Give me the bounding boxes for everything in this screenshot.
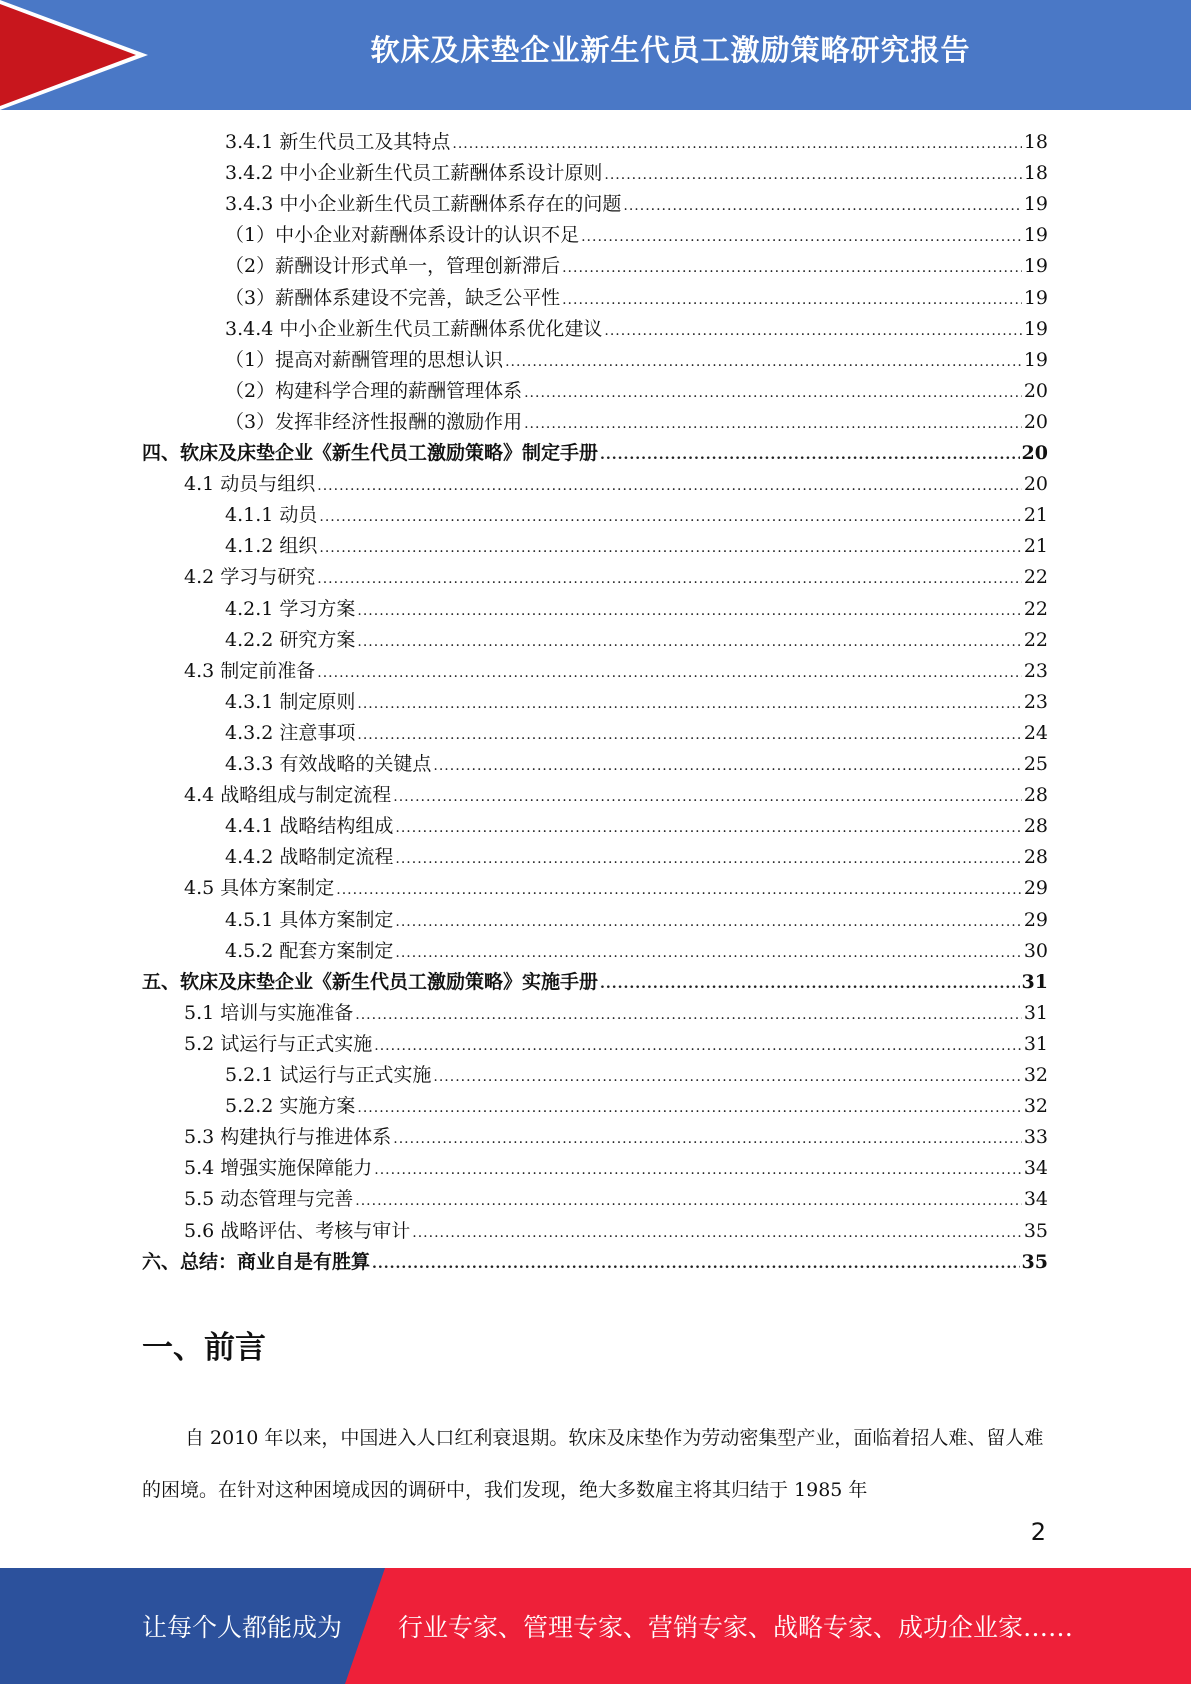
toc-entry-label: 5.2 试运行与正式实施 [184,1032,373,1055]
toc-entry-page: 31 [1023,1001,1048,1024]
toc-entry[interactable] [225,842,1048,873]
toc-entry[interactable] [225,189,1048,220]
toc-dot-leader [412,1225,1022,1241]
toc-entry-page: 28 [1023,784,1048,807]
toc-entry[interactable] [225,718,1048,749]
toc-entry-page: 22 [1023,566,1048,589]
toc-entry[interactable] [225,158,1048,189]
toc-dot-leader [600,976,1020,992]
toc-entry-label: 4.1.1 动员 [225,504,318,527]
toc-entry-page: 19 [1023,255,1048,278]
toc-dot-leader [357,1100,1021,1116]
document-title: 软床及床垫企业新生代员工激励策略研究报告 [370,33,971,67]
toc-entry-label: 4.4.1 战略结构组成 [225,815,394,838]
toc-dot-leader [357,634,1021,650]
toc-dot-leader [319,540,1021,556]
toc-dot-leader [393,789,1022,805]
toc-entry-label: 5.2.2 实施方案 [225,1095,356,1118]
toc-entry[interactable] [225,220,1048,251]
toc-entry-page: 18 [1023,162,1048,185]
toc-entry-label: 4.2.1 学习方案 [225,597,356,620]
toc-dot-leader [395,820,1021,836]
toc-entry-page: 29 [1023,908,1048,931]
toc-entry-page: 19 [1023,317,1048,340]
toc-entry-page: 23 [1023,690,1048,713]
toc-entry-label: 4.3 制定前准备 [184,659,316,682]
page-number: 2 [1030,1518,1046,1546]
toc-entry[interactable] [225,376,1048,407]
toc-dot-leader [524,416,1022,432]
toc-dot-leader [355,1193,1022,1209]
toc-entry-label: 4.5.2 配套方案制定 [225,939,394,962]
toc-entry-label: 5.6 战略评估、考核与审计 [184,1219,411,1242]
toc-entry[interactable] [225,687,1048,718]
toc-entry[interactable] [225,251,1048,282]
toc-entry-label: 5.4 增强实施保障能力 [184,1157,373,1180]
toc-dot-leader [357,603,1021,619]
toc-entry-label: 4.3.1 制定原则 [225,690,356,713]
toc-entry[interactable] [225,936,1048,967]
toc-entry[interactable] [184,562,1048,593]
toc-entry-label: 4.3.3 有效战略的关键点 [225,753,432,775]
toc-entry[interactable] [184,1184,1048,1215]
toc-dot-leader [355,1007,1022,1023]
page-header [0,0,1191,110]
toc-dot-leader [452,136,1021,152]
toc-entry-page: 33 [1023,1126,1048,1149]
toc-entry-label: 4.4.2 战略制定流程 [225,846,394,869]
toc-entry[interactable] [184,1029,1048,1060]
toc-entry[interactable] [142,438,1048,469]
toc-entry[interactable] [184,998,1048,1029]
toc-entry-label: 5.3 构建执行与推进体系 [184,1126,392,1149]
toc-entry-page: 28 [1023,815,1048,838]
toc-entry-page: 28 [1023,846,1048,869]
toc-dot-leader [433,1069,1021,1085]
toc-entry[interactable] [225,811,1048,842]
toc-dot-leader [604,167,1021,183]
toc-entry-label: （3）薪酬体系建设不完善，缺乏公平性 [225,286,561,309]
toc-dot-leader [395,945,1021,961]
toc-entry-label: （2）构建科学合理的薪酬管理体系 [225,379,523,402]
toc-entry[interactable] [184,780,1048,811]
toc-entry-page: 20 [1023,379,1048,402]
toc-entry-page: 18 [1023,131,1048,153]
toc-entry-page: 22 [1023,597,1048,620]
toc-entry-label: 4.2 学习与研究 [184,566,316,589]
toc-entry[interactable] [184,1153,1048,1184]
toc-entry-page: 20 [1023,473,1048,496]
toc-entry[interactable] [225,345,1048,376]
toc-entry-page: 21 [1023,535,1048,558]
toc-dot-leader [395,851,1021,867]
toc-dot-leader [604,323,1021,339]
toc-entry-label: 4.2.2 研究方案 [225,628,356,651]
toc-dot-leader [336,882,1022,898]
toc-entry-label: 五、软床及床垫企业《新生代员工激励策略》实施手册 [142,970,599,993]
toc-dot-leader [393,1131,1022,1147]
toc-dot-leader [600,447,1020,463]
toc-dot-leader [505,354,1022,370]
toc-entry[interactable] [184,1216,1048,1247]
toc-entry-page: 19 [1023,193,1048,216]
toc-entry-label: （1）中小企业对薪酬体系设计的认识不足 [225,224,580,247]
toc-entry-label: 5.5 动态管理与完善 [184,1188,354,1211]
toc-entry-label: 3.4.2 中小企业新生代员工薪酬体系设计原则 [225,162,603,185]
toc-entry-page: 35 [1023,1219,1048,1242]
toc-entry-page: 19 [1023,286,1048,309]
toc-entry[interactable] [142,967,1048,998]
footer-slant [345,1568,385,1684]
toc-entry[interactable] [225,531,1048,562]
toc-entry-page: 20 [1023,410,1048,433]
toc-entry-label: 3.4.1 新生代员工及其特点 [225,131,451,153]
toc-entry[interactable] [142,1247,1048,1278]
toc-entry-label: 4.1 动员与组织 [184,473,316,496]
toc-entry[interactable] [225,407,1048,438]
toc-entry[interactable] [184,873,1048,904]
toc-dot-leader [357,727,1021,743]
toc-entry-page: 19 [1023,348,1048,371]
toc-entry[interactable] [184,1122,1048,1153]
toc-entry[interactable] [184,469,1048,500]
section-heading: 一、前言 [142,1330,266,1366]
toc-entry-page: 21 [1023,504,1048,527]
toc-entry[interactable] [225,283,1048,314]
toc-entry-page: 35 [1021,1250,1048,1273]
toc-dot-leader [562,260,1022,276]
toc-entry-page: 32 [1023,1095,1048,1118]
toc-entry[interactable] [225,1060,1048,1091]
toc-entry-page: 31 [1023,1032,1048,1055]
toc-dot-leader [374,1038,1022,1054]
toc-dot-leader [317,478,1022,494]
toc-entry-label: 4.5 具体方案制定 [184,877,335,900]
toc-entry-page: 22 [1023,628,1048,651]
toc-entry-label: 3.4.3 中小企业新生代员工薪酬体系存在的问题 [225,193,622,216]
toc-entry-label: 四、软床及床垫企业《新生代员工激励策略》制定手册 [142,442,599,464]
toc-entry-label: 六、总结：商业自是有胜算 [142,1250,371,1273]
toc-entry[interactable] [225,625,1048,656]
toc-entry-label: 4.4 战略组成与制定流程 [184,784,392,807]
toc-entry-label: 5.1 培训与实施准备 [184,1001,354,1024]
toc-entry[interactable] [184,656,1048,687]
toc-entry-label: （3）发挥非经济性报酬的激励作用 [225,410,523,433]
toc-entry[interactable] [225,127,1048,158]
toc-dot-leader [319,509,1021,525]
header-arrow-icon [0,4,136,106]
toc-entry[interactable] [225,594,1048,625]
toc-entry-page: 29 [1023,877,1048,900]
toc-entry-label: （2）薪酬设计形式单一，管理创新滞后 [225,255,561,278]
toc-entry-label: （1）提高对薪酬管理的思想认识 [225,348,504,371]
toc-entry-page: 25 [1023,753,1048,775]
toc-entry-label: 4.5.1 具体方案制定 [225,908,394,931]
toc-entry-label: 3.4.4 中小企业新生代员工薪酬体系优化建议 [225,317,603,340]
toc-entry-label: 4.1.2 组织 [225,535,318,558]
toc-entry-label: 5.2.1 试运行与正式实施 [225,1064,432,1086]
toc-entry[interactable] [225,1091,1048,1122]
toc-entry-page: 24 [1023,721,1048,744]
toc-entry-page: 20 [1021,442,1048,464]
toc-dot-leader [433,758,1021,774]
toc-entry-page: 23 [1023,659,1048,682]
body-paragraph: 自 2010 年以来，中国进入人口红利衰退期。软床及床垫作为劳动密集型产业，面临着招人难、留人难的困境。在针对这种困境成因的调研中，我们发现，绝大多数雇主将其归结于 1985 年 [142,1427,1044,1501]
toc-entry-page: 31 [1021,970,1048,993]
toc-entry-page: 32 [1023,1064,1048,1086]
toc-entry-label: 4.3.2 注意事项 [225,721,356,744]
toc-dot-leader [317,571,1022,587]
toc-dot-leader [524,385,1022,401]
toc-dot-leader [581,229,1022,245]
toc-dot-leader [562,292,1022,308]
footer-slogan-right: 行业专家、管理专家、营销专家、战略专家、成功企业家…… [398,1613,1074,1642]
toc-entry-page: 19 [1023,224,1048,247]
toc-dot-leader [372,1256,1020,1272]
toc-entry[interactable] [225,500,1048,531]
footer-slogan-left: 让每个人都能成为 [142,1613,343,1642]
toc-entry-page: 34 [1023,1188,1048,1211]
page-footer [0,1568,1191,1684]
toc-dot-leader [317,665,1022,681]
toc-entry[interactable] [225,749,1048,780]
toc-entry[interactable] [225,905,1048,936]
toc-dot-leader [374,1162,1022,1178]
toc-entry[interactable] [225,314,1048,345]
toc-dot-leader [623,198,1021,214]
toc-dot-leader [357,696,1021,712]
toc-dot-leader [395,914,1021,930]
toc-entry-page: 34 [1023,1157,1048,1180]
toc-entry-page: 30 [1023,939,1048,962]
